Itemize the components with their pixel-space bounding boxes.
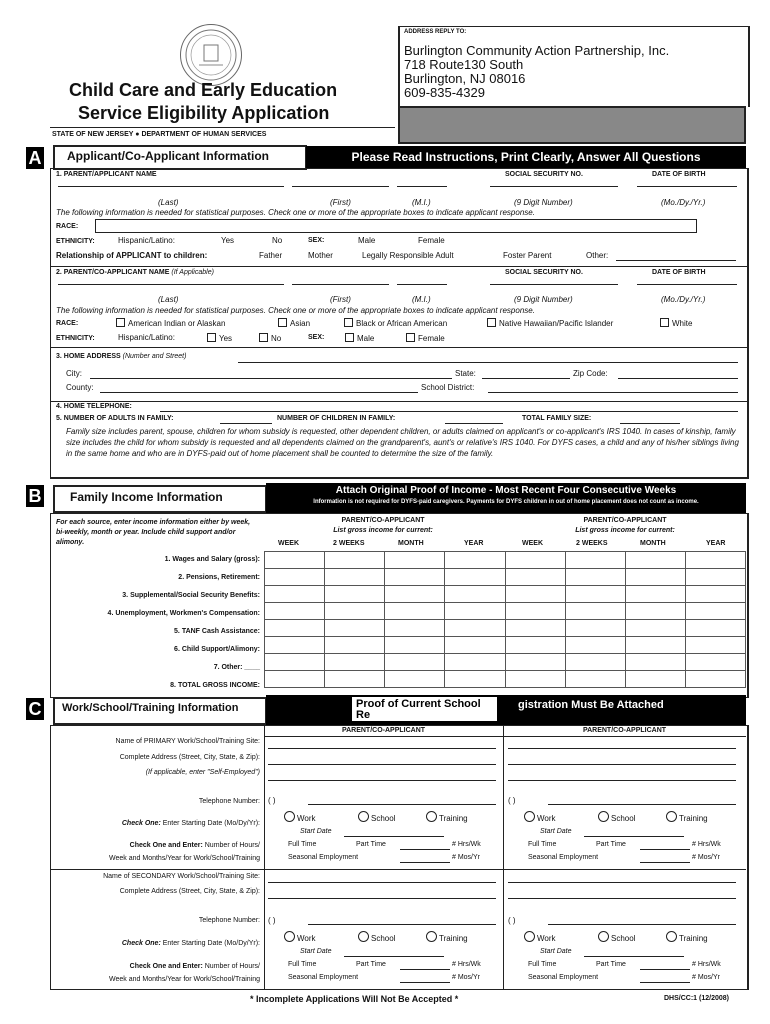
work-radio-icon bbox=[284, 811, 295, 822]
hrs-wk-label: # Hrs/Wk bbox=[692, 841, 721, 848]
race-option-black[interactable]: Black or African American bbox=[344, 318, 447, 328]
seasonal-employment-option[interactable]: Seasonal Employment bbox=[288, 974, 359, 981]
work-radio-icon bbox=[524, 811, 535, 822]
income-cell[interactable] bbox=[324, 654, 384, 671]
city-label: City: bbox=[66, 369, 82, 378]
dob-hint-2: (Mo./Dy./Yr.) bbox=[661, 295, 706, 304]
income-cell[interactable] bbox=[324, 620, 384, 637]
income-cell[interactable] bbox=[566, 671, 626, 688]
dob-label-2: DATE OF BIRTH bbox=[652, 269, 706, 276]
income-cell[interactable] bbox=[444, 552, 506, 569]
start-date-field[interactable] bbox=[584, 836, 684, 837]
income-cell[interactable] bbox=[444, 569, 506, 586]
income-cell[interactable] bbox=[506, 620, 566, 637]
home-telephone-field[interactable] bbox=[160, 411, 738, 412]
income-row bbox=[265, 569, 746, 586]
seasonal-employment-option[interactable]: Seasonal Employment bbox=[528, 854, 599, 861]
income-cell[interactable] bbox=[686, 637, 746, 654]
income-cell[interactable] bbox=[444, 671, 506, 688]
full-time-option[interactable]: Full Time bbox=[288, 961, 317, 968]
col-2weeks-2: 2 WEEKS bbox=[576, 540, 608, 547]
home-address-label: 3. HOME ADDRESS (Number and Street) bbox=[56, 353, 187, 360]
telephone-field[interactable] bbox=[308, 924, 496, 925]
income-cell[interactable] bbox=[324, 671, 384, 688]
school-radio[interactable] bbox=[598, 931, 635, 943]
income-cell[interactable] bbox=[686, 603, 746, 620]
work-radio[interactable] bbox=[524, 811, 556, 823]
secondary-check-enter-label: Check One and Enter: Number of Hours/ bbox=[129, 963, 260, 970]
income-instructions: For each source, enter income information either by week, bi-weekly, month or year. Include child support and/or alimony. bbox=[56, 519, 251, 546]
co-applicant-name-label: 2. PARENT/CO-APPLICANT NAME (If Applicable) bbox=[56, 269, 214, 276]
income-cell[interactable] bbox=[506, 569, 566, 586]
hours-per-week-field[interactable] bbox=[400, 969, 450, 970]
section-a-banner: Please Read Instructions, Print Clearly, Answer All Questions bbox=[306, 146, 746, 168]
primary-check-one-label: Check One: Enter Starting Date (Mo/Dy/Yr): bbox=[121, 820, 260, 827]
work-radio-label: Work bbox=[537, 814, 556, 823]
income-row-label: 5. TANF Cash Assistance: bbox=[174, 628, 260, 635]
section-c-banner-left: Proof of Current School Re bbox=[352, 697, 497, 721]
address-field[interactable] bbox=[508, 764, 736, 765]
income-cell[interactable] bbox=[444, 620, 506, 637]
family-size-field[interactable] bbox=[620, 423, 680, 424]
home-telephone-label: 4. HOME TELEPHONE: bbox=[56, 403, 132, 410]
income-cell[interactable] bbox=[384, 620, 444, 637]
income-cell[interactable] bbox=[686, 671, 746, 688]
section-c-title: Work/School/Training Information bbox=[62, 702, 239, 714]
income-cell[interactable] bbox=[686, 569, 746, 586]
org-street: 718 Route130 South bbox=[404, 57, 524, 72]
address-field-2[interactable] bbox=[508, 780, 736, 781]
part-time-option[interactable]: Part Time bbox=[596, 961, 626, 968]
ssn-hint-2: (9 Digit Number) bbox=[514, 295, 573, 304]
address-field[interactable] bbox=[268, 764, 496, 765]
ssn-field-2[interactable] bbox=[490, 284, 618, 285]
family-size-label: TOTAL FAMILY SIZE: bbox=[522, 415, 592, 422]
relationship-other[interactable]: Other: bbox=[586, 251, 609, 260]
parent-applicant-name-label: 1. PARENT/APPLICANT NAME bbox=[56, 171, 157, 178]
form-title-line2: Service Eligibility Application bbox=[78, 103, 330, 123]
col-week-1: WEEK bbox=[278, 540, 299, 547]
last-name-field-1[interactable] bbox=[58, 186, 284, 187]
org-phone: 609-835-4329 bbox=[404, 85, 485, 100]
school-radio-label: School bbox=[611, 934, 636, 943]
relationship-other-field[interactable] bbox=[616, 260, 736, 261]
ssn-label-2: SOCIAL SECURITY NO. bbox=[505, 269, 583, 276]
work-radio[interactable] bbox=[524, 931, 556, 943]
income-row bbox=[265, 637, 746, 654]
secondary-site-label: Name of SECONDARY Work/School/Training Site: bbox=[103, 873, 260, 880]
income-cell[interactable] bbox=[566, 552, 626, 569]
income-cell[interactable] bbox=[566, 654, 626, 671]
phone-paren-open: ( ) bbox=[508, 916, 516, 925]
work-radio[interactable] bbox=[284, 931, 316, 943]
income-cell[interactable] bbox=[444, 603, 506, 620]
relationship-foster[interactable]: Foster Parent bbox=[503, 251, 552, 260]
school-district-field[interactable] bbox=[488, 392, 738, 393]
income-cell[interactable] bbox=[265, 603, 325, 620]
last-name-field-2[interactable] bbox=[58, 284, 284, 285]
mi-hint-1: (M.I.) bbox=[412, 198, 431, 207]
work-radio-icon bbox=[284, 931, 295, 942]
income-cell[interactable] bbox=[626, 603, 686, 620]
statistical-note-2: The following information is needed for statistical purposes. Check one or more of the appropriate boxes to indicate applicant response. bbox=[56, 306, 535, 315]
telephone-field[interactable] bbox=[548, 924, 736, 925]
income-cell[interactable] bbox=[265, 620, 325, 637]
race-row-2: RACE: American Indian or Alaskan Asian Black or African American Native Hawaiian/Pacific Islander White bbox=[56, 319, 693, 328]
school-radio[interactable] bbox=[358, 931, 395, 943]
relationship-legal[interactable]: Legally Responsible Adult bbox=[362, 251, 454, 260]
mos-yr-label: # Mos/Yr bbox=[452, 854, 481, 861]
incomplete-warning: * Incomplete Applications Will Not Be Accepted * bbox=[250, 994, 459, 1004]
phone-paren-open: ( ) bbox=[268, 916, 276, 925]
income-cell[interactable] bbox=[384, 637, 444, 654]
training-radio-icon bbox=[666, 811, 677, 822]
self-employed-hint-1: (If applicable, enter "Self-Employed") bbox=[145, 769, 260, 776]
primary-check-enter-label: Check One and Enter: Number of Hours/ bbox=[129, 842, 260, 849]
income-cell[interactable] bbox=[626, 552, 686, 569]
months-per-year-field[interactable] bbox=[400, 862, 450, 863]
zip-field[interactable] bbox=[618, 378, 738, 379]
address-field[interactable] bbox=[268, 898, 496, 899]
col-year-2: YEAR bbox=[706, 540, 726, 547]
income-cell[interactable] bbox=[626, 586, 686, 603]
dob-hint-1: (Mo./Dy./Yr.) bbox=[661, 198, 706, 207]
hours-per-week-field[interactable] bbox=[640, 969, 690, 970]
address-field-2[interactable] bbox=[268, 780, 496, 781]
form-id: DHS/CC:1 (12/2008) bbox=[664, 995, 729, 1002]
income-cell[interactable] bbox=[265, 569, 325, 586]
gray-office-box bbox=[398, 106, 746, 144]
income-cell[interactable] bbox=[384, 654, 444, 671]
site-name-field[interactable] bbox=[508, 748, 736, 749]
zip-label: Zip Code: bbox=[573, 369, 608, 378]
income-cell[interactable] bbox=[384, 586, 444, 603]
part-time-option[interactable]: Part Time bbox=[356, 961, 386, 968]
ethnicity-row-2: ETHNICITY: Hispanic/Latino: Yes No SEX: Male Female bbox=[56, 333, 445, 343]
start-date-field[interactable] bbox=[344, 956, 444, 957]
telephone-field[interactable] bbox=[548, 804, 736, 805]
income-cell[interactable] bbox=[384, 552, 444, 569]
training-radio-icon bbox=[426, 811, 437, 822]
form-title-line1: Child Care and Early Education bbox=[69, 80, 338, 100]
income-cell[interactable] bbox=[506, 552, 566, 569]
section-b-letter: B bbox=[26, 485, 44, 507]
income-cell[interactable] bbox=[626, 569, 686, 586]
income-cell[interactable] bbox=[444, 586, 506, 603]
income-cell[interactable] bbox=[626, 637, 686, 654]
school-radio[interactable] bbox=[598, 811, 635, 823]
full-time-option[interactable]: Full Time bbox=[528, 961, 557, 968]
home-address-field[interactable] bbox=[238, 362, 738, 363]
training-radio[interactable] bbox=[426, 931, 468, 943]
phone-paren-open: ( ) bbox=[508, 796, 516, 805]
secondary-check-one-label: Check One: Enter Starting Date (Mo/Dy/Yr): bbox=[121, 940, 260, 947]
secondary-week-months-label: Week and Months/Year for Work/School/Training bbox=[109, 976, 260, 983]
work-radio-label: Work bbox=[537, 934, 556, 943]
income-cell[interactable] bbox=[626, 620, 686, 637]
ethnicity-yes-2[interactable]: Yes bbox=[207, 333, 232, 343]
race-option-american-indian[interactable]: American Indian or Alaskan bbox=[116, 318, 225, 328]
income-cell[interactable] bbox=[566, 620, 626, 637]
col-month-2: MONTH bbox=[640, 540, 666, 547]
hrs-wk-label: # Hrs/Wk bbox=[452, 841, 481, 848]
num-children-field[interactable] bbox=[445, 423, 503, 424]
telephone-field[interactable] bbox=[308, 804, 496, 805]
city-field[interactable] bbox=[90, 378, 452, 379]
ethnicity-no-2[interactable]: No bbox=[259, 333, 281, 343]
income-cell[interactable] bbox=[265, 671, 325, 688]
ssn-field-1[interactable] bbox=[490, 186, 618, 187]
race-field-1[interactable] bbox=[95, 219, 697, 233]
section-b-banner: Attach Original Proof of Income - Most Recent Four Consecutive Weeks Information is not required for DYFS-paid caregivers. Payments for DYFS children in out of home placement does not count as income. bbox=[266, 483, 746, 513]
income-row bbox=[265, 671, 746, 688]
income-group-1: PARENT/CO-APPLICANT List gross income for current: bbox=[333, 517, 433, 534]
race-option-white[interactable]: White bbox=[660, 318, 692, 328]
income-row-label: 3. Supplemental/Social Security Benefits: bbox=[122, 592, 260, 599]
mos-yr-label: # Mos/Yr bbox=[452, 974, 481, 981]
income-cell[interactable] bbox=[686, 586, 746, 603]
section-c-letter: C bbox=[26, 698, 44, 720]
state-field[interactable] bbox=[482, 378, 570, 379]
relationship-mother[interactable]: Mother bbox=[308, 251, 333, 260]
start-date-label: Start Date bbox=[540, 948, 572, 955]
first-hint-1: (First) bbox=[330, 198, 351, 207]
income-cell[interactable] bbox=[506, 654, 566, 671]
school-radio-label: School bbox=[371, 934, 396, 943]
hrs-wk-label: # Hrs/Wk bbox=[452, 961, 481, 968]
training-radio-label: Training bbox=[439, 814, 468, 823]
section-c-banner bbox=[266, 695, 746, 725]
income-row-label: 6. Child Support/Alimony: bbox=[174, 646, 260, 653]
income-row-label: 2. Pensions, Retirement: bbox=[178, 574, 260, 581]
months-per-year-field[interactable] bbox=[640, 862, 690, 863]
org-city: Burlington, NJ 08016 bbox=[404, 71, 526, 86]
income-row-label: 7. Other: ____ bbox=[213, 664, 260, 671]
hours-per-week-field[interactable] bbox=[640, 849, 690, 850]
school-radio-icon bbox=[598, 931, 609, 942]
ethnicity-row-1: ETHNICITY: Hispanic/Latino: Yes No SEX: Male Female bbox=[56, 236, 445, 245]
income-cell[interactable] bbox=[265, 552, 325, 569]
start-date-label: Start Date bbox=[540, 828, 572, 835]
income-cell[interactable] bbox=[384, 671, 444, 688]
work-radio[interactable] bbox=[284, 811, 316, 823]
sex-female-1[interactable]: Female bbox=[418, 236, 445, 245]
income-cell[interactable] bbox=[686, 552, 746, 569]
col-year-1: YEAR bbox=[464, 540, 484, 547]
income-cell[interactable] bbox=[324, 637, 384, 654]
num-children-label: NUMBER OF CHILDREN IN FAMILY: bbox=[277, 415, 396, 422]
mos-yr-label: # Mos/Yr bbox=[692, 854, 721, 861]
income-cell[interactable] bbox=[626, 671, 686, 688]
start-date-label: Start Date bbox=[300, 828, 332, 835]
income-cell[interactable] bbox=[324, 586, 384, 603]
mi-field-1[interactable] bbox=[397, 186, 447, 187]
income-cell[interactable] bbox=[566, 569, 626, 586]
training-radio-label: Training bbox=[679, 934, 708, 943]
section-c-col-header-2: PARENT/CO-APPLICANT bbox=[582, 727, 667, 734]
training-radio-icon bbox=[666, 931, 677, 942]
org-name: Burlington Community Action Partnership, Inc. bbox=[404, 43, 670, 58]
dob-label-1: DATE OF BIRTH bbox=[652, 171, 706, 178]
school-radio-icon bbox=[358, 811, 369, 822]
income-cell[interactable] bbox=[324, 569, 384, 586]
ethnicity-yes-1[interactable]: Yes bbox=[221, 236, 235, 245]
training-radio[interactable] bbox=[426, 811, 468, 823]
training-radio[interactable] bbox=[666, 931, 708, 943]
start-date-label: Start Date bbox=[300, 948, 332, 955]
secondary-address-label: Complete Address (Street, City, State, & Zip): bbox=[119, 888, 260, 895]
last-hint-1: (Last) bbox=[158, 198, 179, 207]
training-radio-label: Training bbox=[439, 934, 468, 943]
ssn-label-1: SOCIAL SECURITY NO. bbox=[505, 171, 583, 178]
income-row bbox=[265, 552, 746, 569]
school-radio-icon bbox=[598, 811, 609, 822]
income-row bbox=[265, 620, 746, 637]
state-label: State: bbox=[455, 369, 476, 378]
income-cell[interactable] bbox=[384, 603, 444, 620]
income-cell[interactable] bbox=[444, 637, 506, 654]
income-cell[interactable] bbox=[265, 637, 325, 654]
mi-field-2[interactable] bbox=[397, 284, 447, 285]
income-row-label: 4. Unemployment, Workmen's Compensation: bbox=[107, 610, 260, 617]
statistical-note-1: The following information is needed for statistical purposes. Check one or more of the appropriate boxes to indicate applicant response. bbox=[56, 208, 535, 217]
num-adults-field[interactable] bbox=[220, 423, 272, 424]
state-line: STATE OF NEW JERSEY ● DEPARTMENT OF HUMAN SERVICES bbox=[52, 131, 267, 138]
income-cell[interactable] bbox=[626, 654, 686, 671]
sex-female-2[interactable]: Female bbox=[406, 333, 445, 343]
state-seal-icon bbox=[180, 24, 242, 86]
income-cell[interactable] bbox=[566, 586, 626, 603]
ssn-hint-1: (9 Digit Number) bbox=[514, 198, 573, 207]
income-cell[interactable] bbox=[384, 569, 444, 586]
county-field[interactable] bbox=[100, 392, 418, 393]
ethnicity-no-1[interactable]: No bbox=[272, 236, 283, 245]
school-district-label: School District: bbox=[421, 383, 475, 392]
family-size-note: Family size includes parent, spouse, children for whom subsidy is requested, other dependent children, or adults claimed on applicant's or co-applicant's IRS 1040. In cases of kinship, family size includes the child for whom subsidy is requested and all dependents claimed on the grandparent's, aunt's or relative's IRS 1040. For DYFS cases, a child and any of his/her siblings living in the same home and who are in DYFS-paid out of home placement shall be counted to determine the size of the family. bbox=[66, 427, 739, 458]
first-name-field-2[interactable] bbox=[292, 284, 389, 285]
mi-hint-2: (M.I.) bbox=[412, 295, 431, 304]
hrs-wk-label: # Hrs/Wk bbox=[692, 961, 721, 968]
work-radio-label: Work bbox=[297, 934, 316, 943]
training-radio-icon bbox=[426, 931, 437, 942]
income-cell[interactable] bbox=[506, 671, 566, 688]
months-per-year-field[interactable] bbox=[640, 982, 690, 983]
section-c-col-header-1: PARENT/CO-APPLICANT bbox=[341, 727, 426, 734]
full-time-option[interactable]: Full Time bbox=[528, 841, 557, 848]
site-name-field[interactable] bbox=[508, 882, 736, 883]
income-cell[interactable] bbox=[506, 637, 566, 654]
race-option-hawaiian[interactable]: Native Hawaiian/Pacific Islander bbox=[487, 318, 613, 328]
sex-male-1[interactable]: Male bbox=[358, 236, 376, 245]
primary-telephone-label: Telephone Number: bbox=[198, 798, 260, 805]
income-cell[interactable] bbox=[506, 586, 566, 603]
col-month-1: MONTH bbox=[398, 540, 424, 547]
primary-address-label: Complete Address (Street, City, State, & Zip): bbox=[119, 754, 260, 761]
num-adults-label: 5. NUMBER OF ADULTS IN FAMILY: bbox=[56, 415, 174, 422]
secondary-telephone-label: Telephone Number: bbox=[198, 917, 260, 924]
part-time-option[interactable]: Part Time bbox=[356, 841, 386, 848]
income-grid bbox=[264, 551, 746, 688]
first-hint-2: (First) bbox=[330, 295, 351, 304]
site-name-field[interactable] bbox=[268, 882, 496, 883]
col-2weeks-1: 2 WEEKS bbox=[333, 540, 365, 547]
start-date-field[interactable] bbox=[584, 956, 684, 957]
work-radio-icon bbox=[524, 931, 535, 942]
address-field[interactable] bbox=[508, 898, 736, 899]
dob-field-1[interactable] bbox=[637, 186, 737, 187]
site-name-field[interactable] bbox=[268, 748, 496, 749]
county-label: County: bbox=[66, 383, 94, 392]
primary-week-months-label: Week and Months/Year for Work/School/Training bbox=[109, 855, 260, 862]
first-name-field-1[interactable] bbox=[292, 186, 389, 187]
seasonal-employment-option[interactable]: Seasonal Employment bbox=[288, 854, 359, 861]
address-reply-label: ADDRESS REPLY TO: bbox=[404, 29, 467, 35]
income-row bbox=[265, 603, 746, 620]
months-per-year-field[interactable] bbox=[400, 982, 450, 983]
income-row-label: 1. Wages and Salary (gross): bbox=[164, 556, 260, 563]
bullet-icon: ● bbox=[135, 131, 140, 138]
race-label-1: RACE: bbox=[56, 223, 79, 230]
income-cell[interactable] bbox=[566, 603, 626, 620]
hours-per-week-field[interactable] bbox=[400, 849, 450, 850]
last-hint-2: (Last) bbox=[158, 295, 179, 304]
race-option-asian[interactable]: Asian bbox=[278, 318, 310, 328]
school-radio-icon bbox=[358, 931, 369, 942]
relationship-father[interactable]: Father bbox=[259, 251, 283, 260]
start-date-field[interactable] bbox=[344, 836, 444, 837]
training-radio[interactable] bbox=[666, 811, 708, 823]
school-radio-label: School bbox=[611, 814, 636, 823]
mos-yr-label: # Mos/Yr bbox=[692, 974, 721, 981]
school-radio-label: School bbox=[371, 814, 396, 823]
income-cell[interactable] bbox=[444, 654, 506, 671]
school-radio[interactable] bbox=[358, 811, 395, 823]
income-group-2: PARENT/CO-APPLICANT List gross income for current: bbox=[575, 517, 675, 534]
section-c-banner-right: gistration Must Be Attached bbox=[518, 699, 664, 711]
primary-site-label: Name of PRIMARY Work/School/Training Site: bbox=[115, 738, 260, 745]
income-cell[interactable] bbox=[324, 552, 384, 569]
section-a-letter: A bbox=[26, 147, 44, 169]
income-cell[interactable] bbox=[265, 654, 325, 671]
seasonal-employment-option[interactable]: Seasonal Employment bbox=[528, 974, 599, 981]
dob-field-2[interactable] bbox=[637, 284, 737, 285]
section-a-title: Applicant/Co-Applicant Information bbox=[67, 149, 269, 163]
work-radio-label: Work bbox=[297, 814, 316, 823]
income-cell[interactable] bbox=[686, 654, 746, 671]
part-time-option[interactable]: Part Time bbox=[596, 841, 626, 848]
income-row bbox=[265, 586, 746, 603]
income-row-label: 8. TOTAL GROSS INCOME: bbox=[170, 682, 260, 689]
section-b-title: Family Income Information bbox=[70, 490, 223, 504]
training-radio-label: Training bbox=[679, 814, 708, 823]
income-cell[interactable] bbox=[686, 620, 746, 637]
income-cell[interactable] bbox=[506, 603, 566, 620]
sex-male-2[interactable]: Male bbox=[345, 333, 374, 343]
col-week-2: WEEK bbox=[522, 540, 543, 547]
relationship-row: Relationship of APPLICANT to children: Father Mother Legally Responsible Adult Foster Parent Other: bbox=[56, 251, 609, 260]
phone-paren-open: ( ) bbox=[268, 796, 276, 805]
full-time-option[interactable]: Full Time bbox=[288, 841, 317, 848]
income-row bbox=[265, 654, 746, 671]
income-cell[interactable] bbox=[265, 586, 325, 603]
income-cell[interactable] bbox=[324, 603, 384, 620]
income-cell[interactable] bbox=[566, 637, 626, 654]
